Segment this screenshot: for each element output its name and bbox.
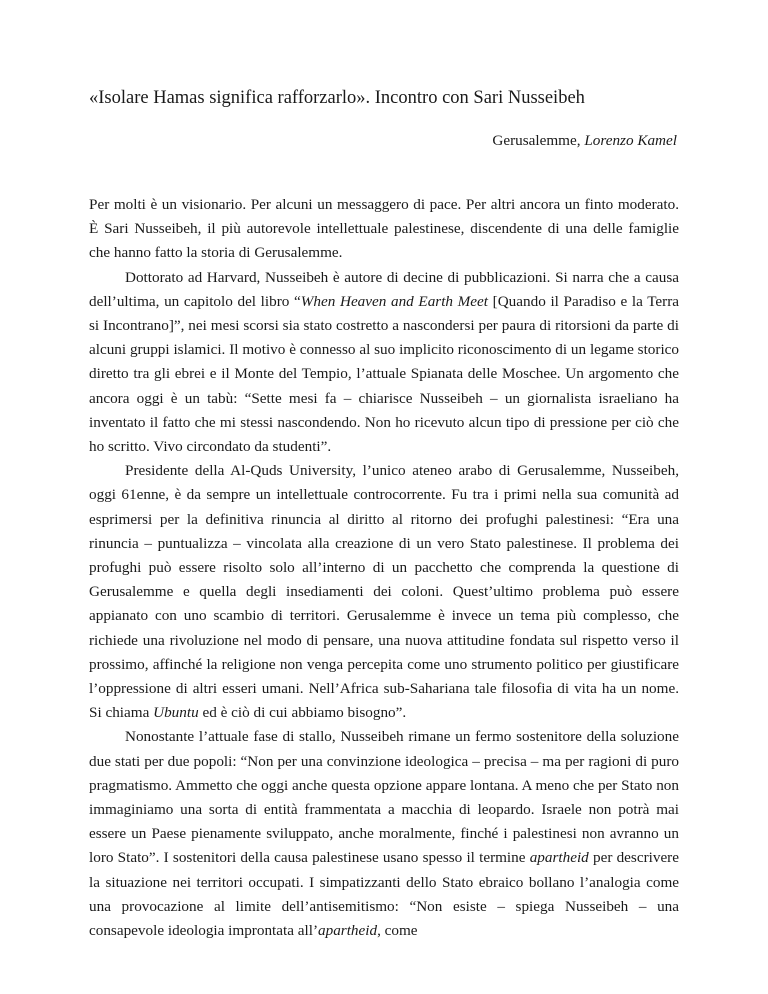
italic-text: apartheid <box>318 922 378 940</box>
paragraph-text: Nonostante l’attuale fase di stallo, Nusseibeh rimane un fermo sostenitore della soluzione due stati per due popoli: “Non per una convinzione ideologica – precisa – ma per ragioni di puro pragmatismo. Ammetto che oggi anche questa opzione appare lontana. A meno che per Stato non immaginiamo una sorta di entità frammentata a macchia di leopardo. Israele non potrà mai essere un Paese pienamente sviluppato, anche moralmente, finché i palestinesi non avranno un loro Stato”. I sostenitori della causa palestinese usano spesso il termine <box>89 728 679 867</box>
paragraph-text: Per molti è un visionario. Per alcuni un messaggero di pace. Per altri ancora un finto moderato. È Sari Nusseibeh, il più autorevole intellettuale palestinese, discendente di una delle famiglie che hanno fatto la storia di Gerusalemme. <box>89 196 679 262</box>
paragraph-text: [Quando il Paradiso e la Terra si Incontrano]”, nei mesi scorsi sia stato costretto a nascondersi per paura di ritorsioni da parte di alcuni gruppi islamici. Il motivo è connesso al suo implicito riconoscimento di un legame storico diretto tra gli ebrei e il Monte del Tempio, l’attuale Spianata delle Moschee. Un argomento che ancora oggi è un tabù: “Sette mesi fa – chiarisce Nusseibeh – un giornalista israeliano ha inventato il fatto che mi stessi nascondendo. Non ho ricevuto alcun tipo di pressione per ciò che ho scritto. Vivo circondato da studenti”. <box>89 292 680 456</box>
paragraph-text: Presidente della Al-Quds University, l’unico ateneo arabo di Gerusalemme, Nusseibeh, oggi 61enne, è da sempre un intellettuale controcorrente. Fu tra i primi nella sua comunità ad esprimersi per la definitiva rinuncia al diritto al ritorno dei profughi palestinesi: “Era una rinuncia – puntualizza – vincolata alla creazione di un vero Stato palestinese. Il problema dei profughi può essere risolto solo all’interno di un pacchetto che comprenda la questione di Gerusalemme e quella degli insediamenti dei coloni. Quest’ultimo problema può essere appianato con uno scambio di territori. Gerusalemme è invece un tema più complesso, che richiede una rivoluzione nel modo di pensare, una nuova attitudine fondata sul rispetto verso il prossimo, affinché la religione non venga percepita come uno strumento politico per giustificare l’oppressione di altri esseri umani. Nell’Africa sub-Sahariana tale filosofia di vita ha un nome. Si chiama <box>89 462 679 722</box>
article-body <box>89 193 679 943</box>
paragraph <box>89 459 679 725</box>
paragraph-text: ed è ciò di cui abbiamo bisogno”. <box>198 704 407 722</box>
paragraph-text: , come <box>377 922 418 940</box>
paragraph-text: per descrivere la situazione nei territori occupati. I simpatizzanti dello Stato ebraico bollano l’analogia come una provocazione al limite dell’antisemitismo: “Non esiste – spiega Nusseibeh – una consapevole ideologia improntata all’ <box>89 849 679 940</box>
italic-text: apartheid <box>529 849 589 867</box>
italic-text: Ubuntu <box>153 704 199 722</box>
article-title: «Isolare Hamas significa rafforzarlo». Incontro con Sari Nusseibeh <box>89 88 585 108</box>
byline-author: Lorenzo Kamel <box>584 132 677 149</box>
byline <box>492 131 677 151</box>
paragraph <box>89 266 679 460</box>
italic-text: When Heaven and Earth Meet <box>300 292 489 310</box>
byline-place: Gerusalemme, <box>492 132 585 149</box>
paragraph-text: Dottorato ad Harvard, Nusseibeh è autore di decine di pubblicazioni. Si narra che a causa dell’ultima, un capitolo del libro “ <box>89 268 679 310</box>
paragraph <box>89 193 679 266</box>
paragraph <box>89 725 679 943</box>
